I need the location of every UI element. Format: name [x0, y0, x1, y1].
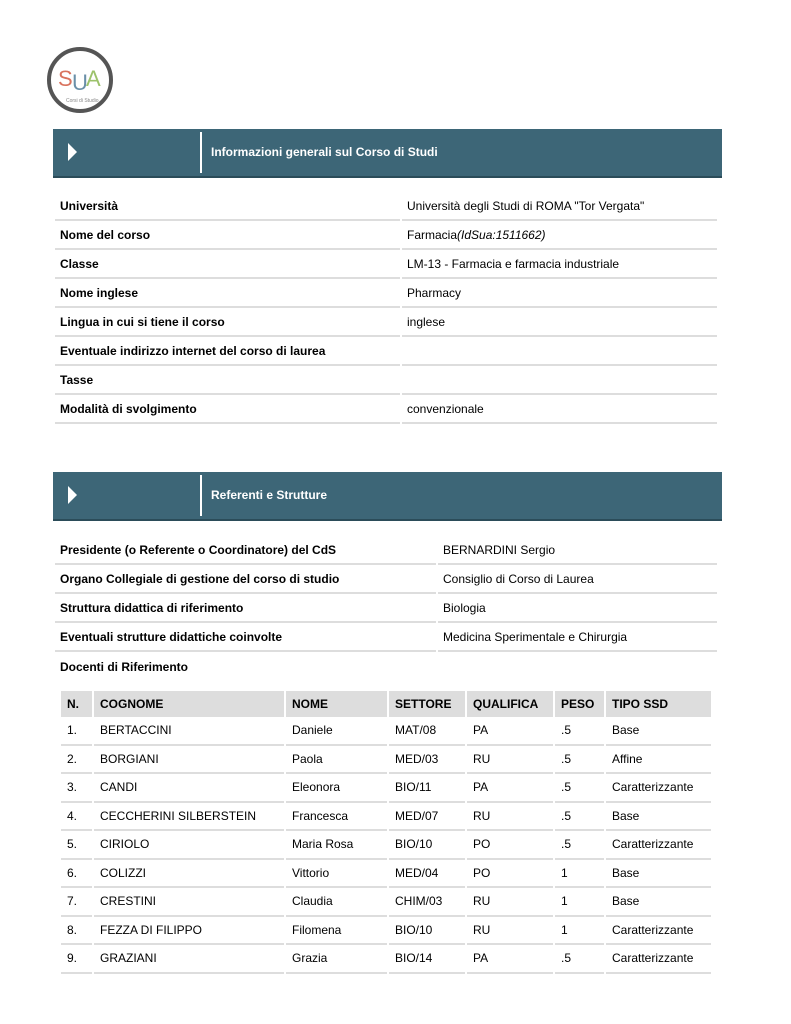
table-row	[61, 774, 711, 803]
docenti-table	[59, 691, 713, 974]
table-cell: Base	[606, 860, 711, 889]
table-row	[55, 308, 717, 337]
table-cell: Vittorio	[286, 860, 387, 889]
table-cell: BERTACCINI	[94, 717, 284, 746]
referenti-table	[53, 536, 719, 652]
value: inglese	[402, 308, 717, 337]
table-cell: MAT/08	[389, 717, 465, 746]
value: convenzionale	[402, 395, 717, 424]
table-row	[55, 337, 717, 366]
table-cell: 5.	[61, 831, 92, 860]
table-cell: GRAZIANI	[94, 945, 284, 974]
table-cell: PA	[467, 945, 553, 974]
table-cell: Filomena	[286, 917, 387, 946]
value: Università degli Studi di ROMA "Tor Vergata"	[402, 192, 717, 221]
table-cell: PA	[467, 774, 553, 803]
table-row	[55, 536, 717, 565]
course-name: Farmacia	[407, 227, 458, 242]
value	[402, 221, 717, 250]
table-cell: MED/07	[389, 803, 465, 832]
column-header: NOME	[286, 691, 387, 717]
table-cell: 1	[555, 860, 604, 889]
table-cell: .5	[555, 831, 604, 860]
section-title: Informazioni generali sul Corso di Studi	[211, 145, 438, 159]
table-cell: CHIM/03	[389, 888, 465, 917]
table-cell: CANDI	[94, 774, 284, 803]
table-cell: Base	[606, 717, 711, 746]
table-row	[55, 279, 717, 308]
table-cell: PO	[467, 831, 553, 860]
info-table	[53, 192, 719, 424]
table-header-row	[61, 691, 711, 717]
table-row	[55, 623, 717, 652]
table-cell: Base	[606, 888, 711, 917]
table-cell: PA	[467, 717, 553, 746]
table-cell: 4.	[61, 803, 92, 832]
value: BERNARDINI Sergio	[438, 536, 717, 565]
table-cell: Caratterizzante	[606, 945, 711, 974]
table-cell: MED/03	[389, 746, 465, 775]
table-cell: CIRIOLO	[94, 831, 284, 860]
table-cell: Francesca	[286, 803, 387, 832]
table-cell: .5	[555, 774, 604, 803]
table-cell: RU	[467, 917, 553, 946]
table-cell: Paola	[286, 746, 387, 775]
label: Università	[55, 192, 400, 221]
label: Struttura didattica di riferimento	[55, 594, 436, 623]
value: Consiglio di Corso di Laurea	[438, 565, 717, 594]
table-cell: .5	[555, 746, 604, 775]
table-cell: .5	[555, 803, 604, 832]
svg-text:U: U	[72, 70, 88, 95]
table-cell: Maria Rosa	[286, 831, 387, 860]
table-cell: BIO/11	[389, 774, 465, 803]
table-cell: 2.	[61, 746, 92, 775]
column-header: TIPO SSD	[606, 691, 711, 717]
table-row	[55, 565, 717, 594]
table-row	[61, 860, 711, 889]
table-cell: CRESTINI	[94, 888, 284, 917]
label: Tasse	[55, 366, 400, 395]
value: Pharmacy	[402, 279, 717, 308]
table-row	[55, 250, 717, 279]
table-row	[55, 221, 717, 250]
table-cell: PO	[467, 860, 553, 889]
column-header: COGNOME	[94, 691, 284, 717]
table-row	[55, 366, 717, 395]
column-header: N.	[61, 691, 92, 717]
table-cell: RU	[467, 888, 553, 917]
svg-text:Corsi di Studio: Corsi di Studio	[66, 98, 99, 104]
table-cell: .5	[555, 945, 604, 974]
label: Eventuali strutture didattiche coinvolte	[55, 623, 436, 652]
table-cell: Base	[606, 803, 711, 832]
section-header-referenti[interactable]	[53, 472, 722, 521]
docenti-title: Docenti di Riferimento	[60, 660, 189, 674]
table-cell: Claudia	[286, 888, 387, 917]
table-cell: 1	[555, 888, 604, 917]
table-cell: .5	[555, 717, 604, 746]
table-row	[61, 945, 711, 974]
sua-cds-logo	[46, 46, 114, 114]
table-cell: 9.	[61, 945, 92, 974]
table-cell: RU	[467, 803, 553, 832]
expand-arrow-icon[interactable]	[68, 486, 77, 504]
label: Lingua in cui si tiene il corso	[55, 308, 400, 337]
column-header: SETTORE	[389, 691, 465, 717]
table-cell: Eleonora	[286, 774, 387, 803]
svg-text:A: A	[86, 66, 101, 91]
label: Organo Collegiale di gestione del corso di studio	[55, 565, 436, 594]
column-header: PESO	[555, 691, 604, 717]
table-row	[55, 192, 717, 221]
table-cell: BIO/10	[389, 831, 465, 860]
label: Nome del corso	[55, 221, 400, 250]
value: LM-13 - Farmacia e farmacia industriale	[402, 250, 717, 279]
svg-text:S: S	[58, 66, 73, 91]
label: Nome inglese	[55, 279, 400, 308]
course-id: (IdSua:1511662)	[457, 227, 546, 242]
table-cell: 7.	[61, 888, 92, 917]
table-cell: 8.	[61, 917, 92, 946]
table-cell: RU	[467, 746, 553, 775]
table-cell: Affine	[606, 746, 711, 775]
divider	[200, 132, 202, 173]
section-header-informazioni[interactable]	[53, 129, 722, 178]
value	[402, 366, 717, 395]
table-cell: Caratterizzante	[606, 831, 711, 860]
expand-arrow-icon[interactable]	[68, 143, 77, 161]
divider	[200, 475, 202, 516]
table-row	[55, 594, 717, 623]
table-cell: 1.	[61, 717, 92, 746]
table-cell: Caratterizzante	[606, 774, 711, 803]
section-title: Referenti e Strutture	[211, 488, 328, 502]
table-cell: Caratterizzante	[606, 917, 711, 946]
table-row	[55, 395, 717, 424]
table-row	[61, 831, 711, 860]
value: Biologia	[438, 594, 717, 623]
table-cell: 6.	[61, 860, 92, 889]
table-row	[61, 888, 711, 917]
table-cell: CECCHERINI SILBERSTEIN	[94, 803, 284, 832]
table-cell: Grazia	[286, 945, 387, 974]
table-cell: BORGIANI	[94, 746, 284, 775]
table-cell: MED/04	[389, 860, 465, 889]
label: Classe	[55, 250, 400, 279]
label: Eventuale indirizzo internet del corso di laurea	[55, 337, 400, 366]
column-header: QUALIFICA	[467, 691, 553, 717]
label: Modalità di svolgimento	[55, 395, 400, 424]
table-row	[61, 917, 711, 946]
table-cell: Daniele	[286, 717, 387, 746]
table-cell: 1	[555, 917, 604, 946]
label: Presidente (o Referente o Coordinatore) del CdS	[55, 536, 436, 565]
table-cell: BIO/10	[389, 917, 465, 946]
value	[402, 337, 717, 366]
table-cell: COLIZZI	[94, 860, 284, 889]
value: Medicina Sperimentale e Chirurgia	[438, 623, 717, 652]
table-cell: BIO/14	[389, 945, 465, 974]
table-row	[61, 746, 711, 775]
table-row	[61, 717, 711, 746]
table-cell: FEZZA DI FILIPPO	[94, 917, 284, 946]
table-cell: 3.	[61, 774, 92, 803]
table-row	[61, 803, 711, 832]
